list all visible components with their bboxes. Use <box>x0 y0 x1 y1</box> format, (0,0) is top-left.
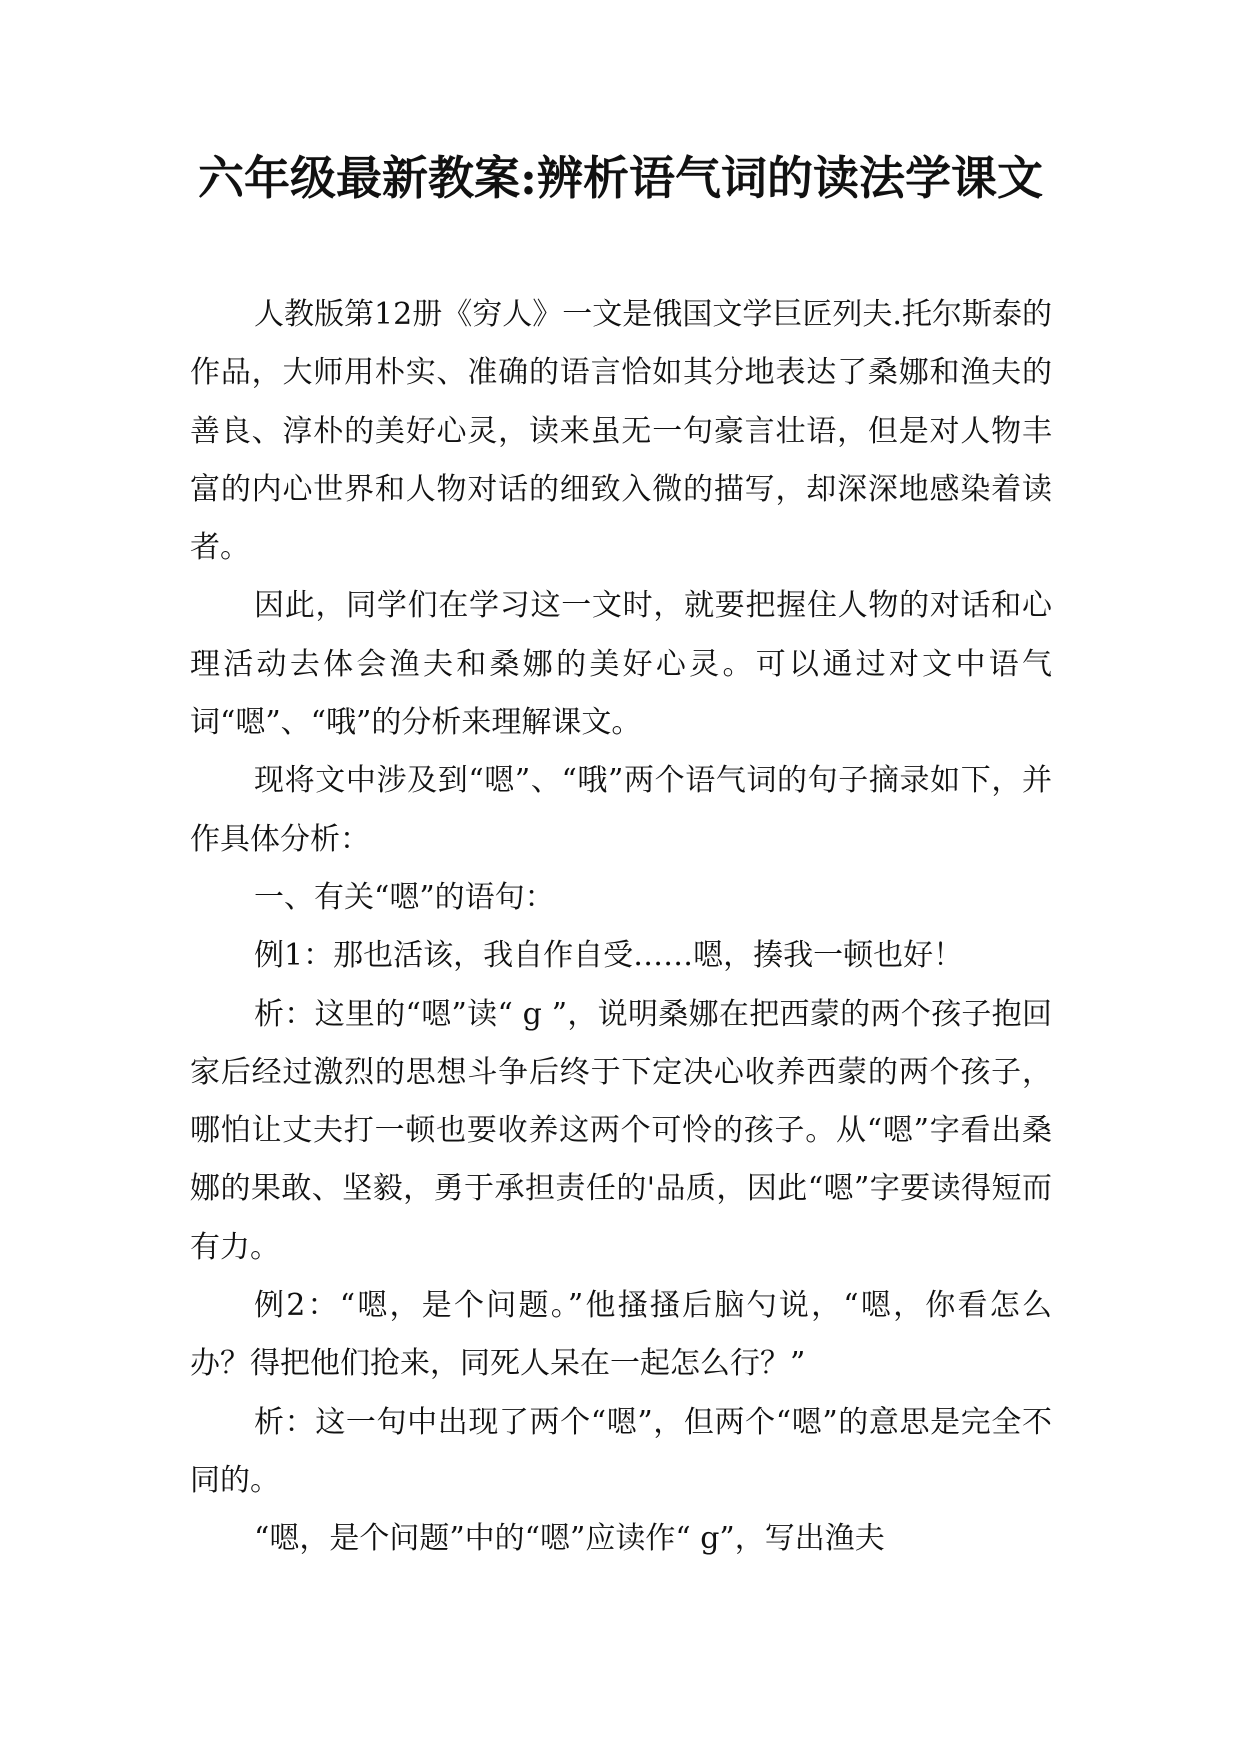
document-body <box>190 286 1052 1569</box>
paragraph-method: 因此，同学们在学习这一文时，就要把握住人物的对话和心理活动去体会渔夫和桑娜的美好心灵。可以通过对文中语气词“嗯”、“哦”的分析来理解课文。 <box>190 588 1052 741</box>
paragraph-excerpt-intro: 现将文中涉及到“嗯”、“哦”两个语气词的句子摘录如下，并作具体分析： <box>190 763 1052 857</box>
analysis-1: 析：这里的“嗯”读“ g ”，说明桑娜在把西蒙的两个孩子抱回家后经过激烈的思想斗争后终于下定决心收养西蒙的两个孩子，哪怕让丈夫打一顿也要收养这两个可怜的孩子。从“嗯”字看出桑娜的果敢、坚毅，勇于承担责任的'品质，因此“嗯”字要读得短而有力。 <box>190 996 1052 1265</box>
analysis-2-continued: “嗯，是个问题”中的“嗯”应读作“ g”，写出渔夫 <box>254 1521 885 1557</box>
example-1: 例1：那也活该，我自作自受……嗯，揍我一顿也好！ <box>254 938 964 974</box>
example-2: 例2：“嗯，是个问题。”他搔搔后脑勺说，“嗯，你看怎么办？得把他们抢来，同死人呆在一起怎么行？” <box>190 1288 1052 1382</box>
analysis-2: 析：这一句中出现了两个“嗯”，但两个“嗯”的意思是完全不同的。 <box>190 1404 1052 1498</box>
paragraph-intro: 人教版第12册《穷人》一文是俄国文学巨匠列夫.托尔斯泰的作品，大师用朴实、准确的语言恰如其分地表达了桑娜和渔夫的善良、淳朴的美好心灵，读来虽无一句豪言壮语，但是对人物丰富的内心世界和人物对话的细致入微的描写，却深深地感染着读者。 <box>190 297 1052 566</box>
document-title: 六年级最新教案:辨析语气词的读法学课文 <box>198 151 1043 205</box>
section-heading-en: 一、有关“嗯”的语句： <box>254 879 555 915</box>
